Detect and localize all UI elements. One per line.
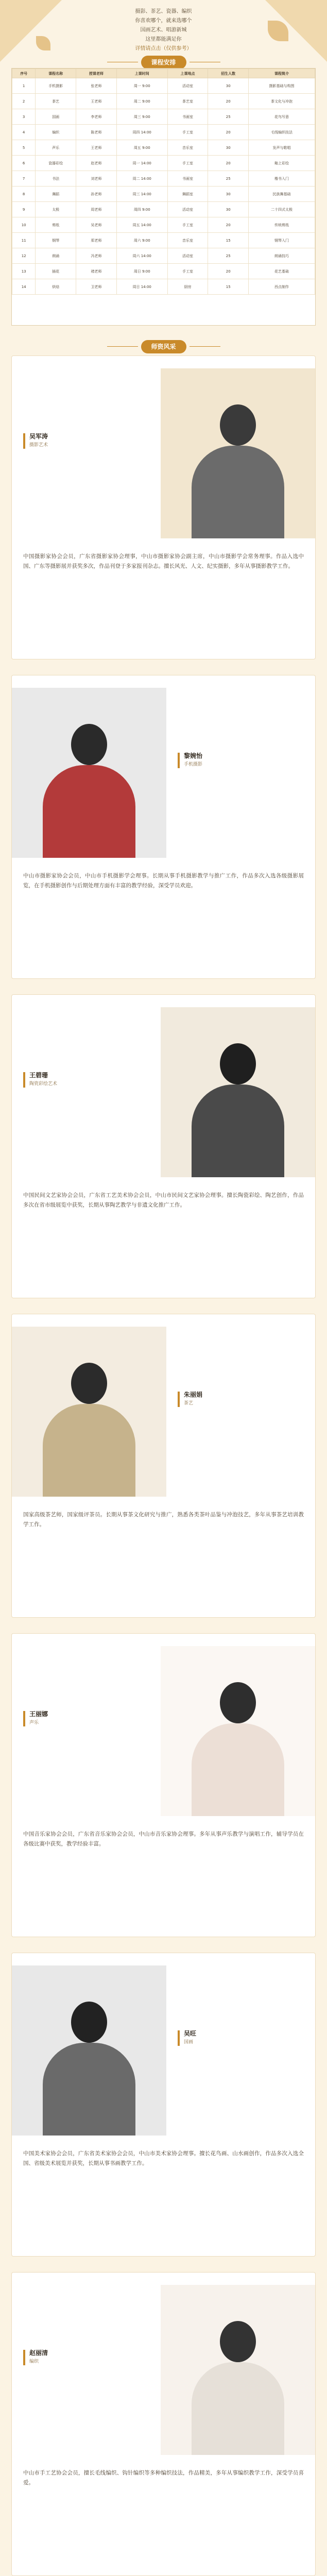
- teacher-bio: 中国民间文艺家协会会员，广东省工艺美术协会会员，中山市民间文艺家协会理事。擅长陶瓷彩绘、陶艺创作，作品多次在省市级展览中获奖，长期从事陶艺教学与非遗文化推广工作。: [23, 1192, 304, 1208]
- teacher-card: [11, 2272, 316, 2576]
- table-cell: 釉上彩绘: [249, 156, 315, 171]
- teacher-bio: 国家高级茶艺师，国家级评茶员。长期从事茶文化研究与推广，熟悉各类茶叶品鉴与冲泡技艺，多年从事茶艺培训教学工作。: [23, 1512, 304, 1528]
- table-cell: 活动室: [167, 78, 208, 94]
- portrait-body: [192, 2362, 284, 2455]
- teacher-name: 赵丽清: [29, 2349, 48, 2357]
- table-cell: 太极: [36, 202, 76, 217]
- table-cell: 茶艺: [36, 94, 76, 109]
- teacher-name: 朱丽娟: [184, 1391, 203, 1398]
- teacher-name: 黎婉怡: [184, 752, 203, 759]
- table-body: [12, 78, 315, 295]
- schedule-table: [11, 68, 316, 326]
- teacher-role: 国画: [184, 2040, 194, 2045]
- table-cell: 15: [208, 233, 249, 248]
- teacher-name: 王碧珊: [29, 1072, 48, 1079]
- table-cell: 孙老师: [76, 187, 117, 202]
- table-cell: 陈老师: [76, 125, 117, 140]
- table-cell: 12: [12, 248, 36, 264]
- table-cell: 周六 9:00: [116, 233, 167, 248]
- table-cell: 书画室: [167, 171, 208, 187]
- intro-line: 国画艺术、唱游新城: [140, 27, 187, 33]
- table-cell: 声乐: [36, 140, 76, 156]
- table-cell: 音乐室: [167, 140, 208, 156]
- table-cell: 30: [208, 202, 249, 217]
- teacher-card: [11, 675, 316, 979]
- table-row: [12, 78, 315, 94]
- teacher-photo: [161, 1007, 315, 1177]
- table-cell: 5: [12, 140, 36, 156]
- table-cell: 4: [12, 125, 36, 140]
- table-row: [12, 94, 315, 109]
- table-row: [12, 202, 315, 217]
- table-cell: 2: [12, 94, 36, 109]
- table-cell: 6: [12, 156, 36, 171]
- teacher-portrait-icon: [186, 1028, 289, 1177]
- table-cell: 冯老师: [76, 248, 117, 264]
- teacher-name: 王丽娜: [29, 1710, 48, 1718]
- table-cell: 舞蹈室: [167, 187, 208, 202]
- table-cell: 民族舞基础: [249, 187, 315, 202]
- teacher-card: [11, 1953, 316, 2257]
- intro-text: [0, 7, 327, 54]
- table-cell: 郑老师: [76, 233, 117, 248]
- teacher-portrait-icon: [38, 1986, 141, 2136]
- teacher-card: [11, 1633, 316, 1937]
- table-cell: 周老师: [76, 202, 117, 217]
- table-cell: 厨房: [167, 279, 208, 295]
- table-row: [12, 248, 315, 264]
- table-cell: 20: [208, 125, 249, 140]
- portrait-head: [220, 404, 256, 446]
- portrait-body: [192, 1084, 284, 1177]
- table-cell: 20: [208, 264, 249, 279]
- table-cell: 7: [12, 171, 36, 187]
- accent-bar: [23, 1072, 25, 1088]
- table-cell: 周一 9:00: [116, 78, 167, 94]
- table-cell: 25: [208, 109, 249, 125]
- table-cell: 11: [12, 233, 36, 248]
- teacher-photo: [161, 2285, 315, 2455]
- intro-line: 你喜欢哪个，就来选哪个: [135, 18, 192, 24]
- teacher-bio: 中国美术家协会会员，广东省美术家协会会员，中山市美术家协会理事。擅长花鸟画、山水画创作，作品多次入选全国、省级美术展览并获奖，长期从事书画教学工作。: [23, 2150, 304, 2166]
- table-cell: 活动室: [167, 248, 208, 264]
- table-cell: 1: [12, 78, 36, 94]
- table-cell: 25: [208, 171, 249, 187]
- table-cell: 王老师: [76, 94, 117, 109]
- table-header-cell: 课程名称: [36, 69, 76, 78]
- table-cell: 周二 9:00: [116, 94, 167, 109]
- table-row: [12, 217, 315, 233]
- table-cell: 烘焙: [36, 279, 76, 295]
- teacher-bio: 中国摄影家协会会员，广东省摄影家协会理事，中山市摄影家协会副主席，中山市摄影学会常务理事。作品入选中国、广东等摄影展并获奖多次，作品刊登于多家报刊杂志。擅长风光、人文、纪实摄影，多年从事摄影教学工作。: [23, 553, 304, 569]
- table-header-cell: 上课时间: [116, 69, 167, 78]
- table-header-cell: 授课老师: [76, 69, 117, 78]
- portrait-body: [192, 446, 284, 538]
- portrait-head: [71, 724, 107, 765]
- table-row: [12, 264, 315, 279]
- teacher-role: 编织: [29, 2359, 39, 2364]
- portrait-head: [220, 2321, 256, 2362]
- table-cell: 朗诵技巧: [249, 248, 315, 264]
- table-row: [12, 140, 315, 156]
- table-cell: 钢琴: [36, 233, 76, 248]
- portrait-body: [192, 1723, 284, 1816]
- table-cell: 周五 9:00: [116, 140, 167, 156]
- teacher-photo: [12, 688, 166, 858]
- table-cell: 编织: [36, 125, 76, 140]
- table-cell: 10: [12, 217, 36, 233]
- table-cell: 插花: [36, 264, 76, 279]
- teacher-card: [11, 1314, 316, 1618]
- teacher-portrait-icon: [186, 2306, 289, 2455]
- accent-bar: [23, 1711, 25, 1726]
- teacher-portrait-icon: [38, 1347, 141, 1497]
- teacher-name: 吴旺: [184, 2030, 197, 2037]
- teacher-photo: [161, 368, 315, 538]
- table-cell: 李老师: [76, 109, 117, 125]
- teacher-role: 手机摄影: [184, 762, 203, 767]
- table-header-row: [12, 69, 315, 78]
- table-cell: 30: [208, 78, 249, 94]
- teacher-bio: 中国音乐家协会会员，广东省音乐家协会会员，中山市音乐家协会理事。多年从事声乐教学与演唱工作，辅导学员在各级比赛中获奖，教学经验丰富。: [23, 1831, 304, 1847]
- portrait-body: [43, 765, 135, 858]
- table-row: [12, 171, 315, 187]
- teacher-portrait-icon: [186, 1667, 289, 1816]
- table-cell: 赵老师: [76, 156, 117, 171]
- table-cell: 手工室: [167, 264, 208, 279]
- table-cell: 8: [12, 187, 36, 202]
- teacher-photo: [12, 1327, 166, 1497]
- table-cell: 15: [208, 279, 249, 295]
- table-cell: 3: [12, 109, 36, 125]
- table-cell: 书画室: [167, 109, 208, 125]
- teacher-role: 茶艺: [184, 1401, 194, 1406]
- intro-line: 这里都能满足你: [145, 37, 182, 42]
- table-cell: 茶艺室: [167, 94, 208, 109]
- table-cell: 25: [208, 248, 249, 264]
- teacher-bio: 中山市手工艺协会会员，擅长毛线编织、钩针编织等多种编织技法，作品精美，多年从事编织教学工作，深受学员喜爱。: [23, 2470, 304, 2486]
- accent-bar: [23, 2350, 25, 2365]
- table-row: [12, 187, 315, 202]
- table-cell: 20: [208, 156, 249, 171]
- table-cell: 周三 14:00: [116, 187, 167, 202]
- table-cell: 活动室: [167, 202, 208, 217]
- table-header-cell: 招生人数: [208, 69, 249, 78]
- table-cell: 周一 14:00: [116, 156, 167, 171]
- table-cell: 楷书入门: [249, 171, 315, 187]
- table-cell: 舞蹈: [36, 187, 76, 202]
- table-cell: 14: [12, 279, 36, 295]
- table-cell: 毛线编织技法: [249, 125, 315, 140]
- table-row: [12, 109, 315, 125]
- table-header-cell: 序号: [12, 69, 36, 78]
- table-cell: 王老师: [76, 140, 117, 156]
- teacher-bio: 中山市摄影家协会会员，中山市手机摄影学会理事。长期从事手机摄影教学与推广工作，作品多次入选各级摄影展览，在手机摄影创作与后期处理方面有丰富的教学经验，深受学员欢迎。: [23, 873, 304, 889]
- table-cell: 30: [208, 140, 249, 156]
- table-cell: 手机摄影: [36, 78, 76, 94]
- accent-bar: [23, 433, 25, 449]
- table-cell: 朗诵: [36, 248, 76, 264]
- table-row: [12, 125, 315, 140]
- table-cell: 卫老师: [76, 279, 117, 295]
- table-cell: 褚老师: [76, 264, 117, 279]
- table-cell: 发声与歌唱: [249, 140, 315, 156]
- section-title-teachers: 师资风采: [141, 340, 186, 353]
- portrait-head: [220, 1682, 256, 1723]
- portrait-head: [71, 1363, 107, 1404]
- portrait-head: [71, 2002, 107, 2043]
- table-cell: 9: [12, 202, 36, 217]
- table-cell: 钢琴入门: [249, 233, 315, 248]
- teacher-portrait-icon: [38, 708, 141, 858]
- schedule-grid: [12, 69, 315, 295]
- table-cell: 二十四式太极: [249, 202, 315, 217]
- table-cell: 周日 9:00: [116, 264, 167, 279]
- table-cell: 13: [12, 264, 36, 279]
- table-cell: 西点制作: [249, 279, 315, 295]
- accent-bar: [178, 1392, 180, 1407]
- table-cell: 刘老师: [76, 171, 117, 187]
- teacher-role: 摄影艺术: [29, 443, 48, 448]
- table-cell: 周四 14:00: [116, 125, 167, 140]
- table-cell: 周四 9:00: [116, 202, 167, 217]
- teacher-name: 吴军涛: [29, 433, 48, 440]
- table-cell: 瓷器彩绘: [36, 156, 76, 171]
- table-cell: 剪纸: [36, 217, 76, 233]
- table-cell: 手工室: [167, 156, 208, 171]
- table-cell: 周二 14:00: [116, 171, 167, 187]
- teacher-role: 声乐: [29, 1720, 39, 1725]
- table-row: [12, 156, 315, 171]
- table-cell: 周三 9:00: [116, 109, 167, 125]
- table-cell: 花艺基础: [249, 264, 315, 279]
- table-cell: 书法: [36, 171, 76, 187]
- table-cell: 国画: [36, 109, 76, 125]
- teacher-card: [11, 355, 316, 659]
- table-cell: 茶文化与冲泡: [249, 94, 315, 109]
- teacher-portrait-icon: [186, 389, 289, 538]
- table-row: [12, 279, 315, 295]
- teacher-role: 陶瓷彩绘艺术: [29, 1081, 58, 1087]
- table-cell: 30: [208, 187, 249, 202]
- table-cell: 周日 14:00: [116, 279, 167, 295]
- portrait-body: [43, 2043, 135, 2136]
- table-cell: 手工室: [167, 217, 208, 233]
- section-title-courses: 课程安排: [141, 56, 186, 69]
- table-header-cell: 课程简介: [249, 69, 315, 78]
- table-cell: 吴老师: [76, 217, 117, 233]
- table-cell: 周五 14:00: [116, 217, 167, 233]
- accent-bar: [178, 2030, 180, 2046]
- portrait-head: [220, 1043, 256, 1084]
- table-cell: 音乐室: [167, 233, 208, 248]
- intro-highlight: 详情请点击（仅供参考）: [135, 46, 192, 52]
- table-cell: 摄影基础与构图: [249, 78, 315, 94]
- table-cell: 20: [208, 94, 249, 109]
- accent-bar: [178, 753, 180, 768]
- portrait-body: [43, 1404, 135, 1497]
- intro-line: 摄影、茶艺、瓷器、编织: [135, 9, 192, 14]
- table-row: [12, 233, 315, 248]
- table-cell: 周六 14:00: [116, 248, 167, 264]
- teacher-photo: [161, 1646, 315, 1816]
- teacher-photo: [12, 1965, 166, 2136]
- table-cell: 20: [208, 217, 249, 233]
- teacher-card: [11, 994, 316, 1298]
- table-header-cell: 上课地点: [167, 69, 208, 78]
- table-cell: 手工室: [167, 125, 208, 140]
- table-cell: 传统剪纸: [249, 217, 315, 233]
- table-cell: 张老师: [76, 78, 117, 94]
- table-cell: 花鸟写意: [249, 109, 315, 125]
